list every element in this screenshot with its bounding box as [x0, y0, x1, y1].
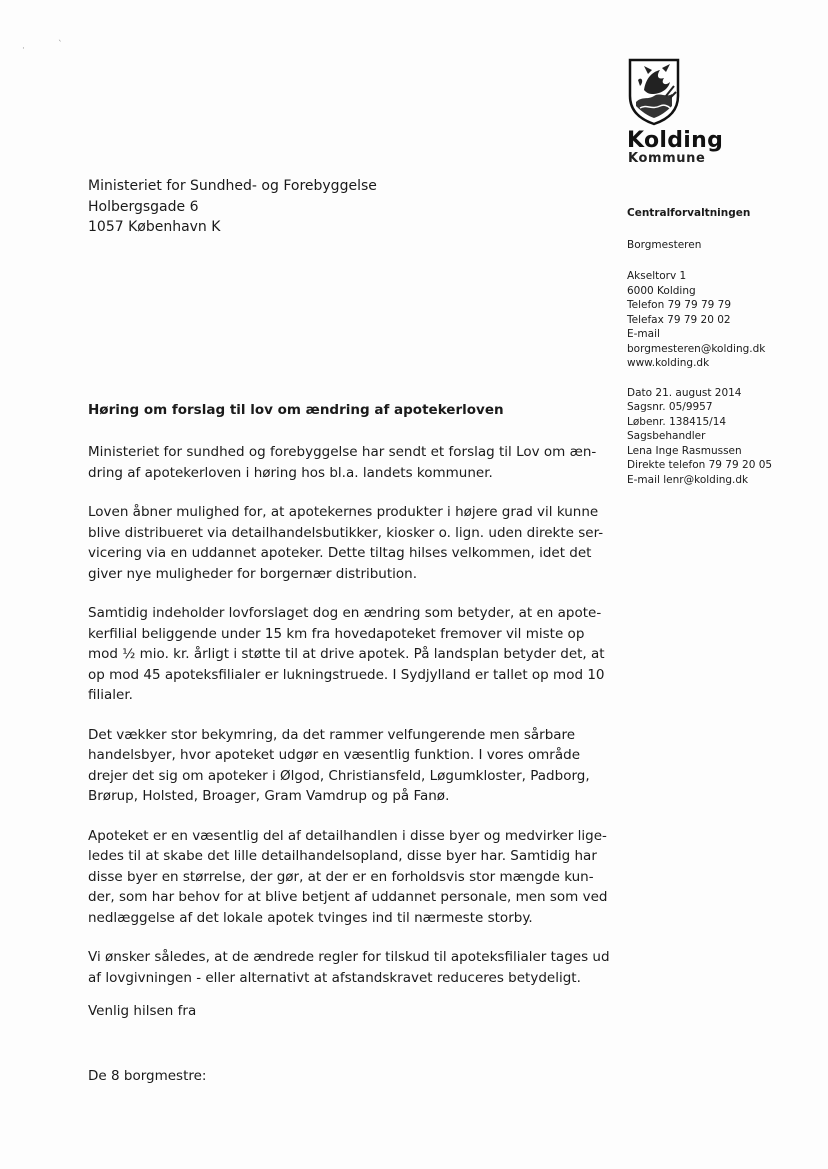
paragraph — [88, 442, 618, 483]
contact-line: 6000 Kolding — [627, 284, 696, 297]
letter-body — [88, 442, 618, 1007]
contact-line: Telefax 79 79 20 02 — [627, 313, 731, 326]
text-line: dring af apotekerloven i høring hos bl.a. landets kommuner. — [88, 464, 493, 481]
paragraph — [88, 725, 618, 807]
sidebar-contact — [627, 269, 817, 371]
case-line: Sagsbehandler — [627, 430, 706, 442]
text-line: ledes til at skabe det lille detailhandelsopland, disse byer har. Samtidig har — [88, 848, 597, 864]
paragraph — [88, 826, 618, 929]
case-line: Sagsnr. 05/9957 — [627, 401, 713, 413]
text-line: drejer det sig om apoteker i Ølgod, Christiansfeld, Løgumkloster, Padborg, — [88, 767, 590, 784]
case-line: Lena Inge Rasmussen — [627, 444, 742, 457]
letter-subject: Høring om forslag til lov om ændring af apotekerloven — [88, 402, 504, 418]
recipient-line: Holbergsgade 6 — [88, 198, 199, 215]
contact-line: Telefon 79 79 79 79 — [627, 299, 732, 311]
text-line: Vi ønsker således, at de ændrede regler for tilskud til apoteksfilialer tages ud — [88, 949, 610, 965]
text-line: der, som har behov for at blive betjent af uddannet personale, men som ved — [88, 889, 608, 905]
text-line: filialer. — [88, 687, 133, 703]
case-line: Dato 21. august 2014 — [627, 386, 742, 399]
text-line: op mod 45 apoteksfilialer er lukningstruede. I Sydjylland er tallet op mod 10 — [88, 666, 605, 683]
text-line: giver nye muligheder for borgernær distribution. — [88, 565, 418, 582]
paragraph — [88, 502, 618, 584]
text-line: disse byer en størrelse, der gør, at der er en forholdsvis stor mængde kun- — [88, 868, 594, 885]
text-line: handelsbyer, hvor apoteket udgør en væsentlig funktion. I vores område — [88, 747, 580, 763]
sender-sidebar — [627, 206, 817, 502]
text-line: kerfilial beliggende under 15 km fra hovedapoteket fremover vil miste op — [88, 625, 585, 642]
text-line: blive distribueret via detailhandelsbutikker, kiosker o. lign. uden direkte ser- — [88, 524, 604, 541]
scan-speck: · — [22, 44, 25, 54]
sidebar-role: Borgmesteren — [627, 238, 702, 251]
text-line: Loven åbner mulighed for, at apotekernes produkter i højere grad vil kunne — [88, 504, 599, 520]
contact-line: Akseltorv 1 — [627, 270, 687, 282]
kolding-coat-of-arms-icon — [626, 56, 682, 126]
contact-website[interactable]: www.kolding.dk — [627, 357, 710, 369]
paragraph — [88, 603, 618, 706]
text-line: mod ½ mio. kr. årligt i støtte til at drive apotek. På landsplan betyder det, at — [88, 646, 605, 662]
text-line: nedlæggelse af det lokale apotek tvinges ind til nærmeste storby. — [88, 909, 533, 926]
text-line: Samtidig indeholder lovforslaget dog en ændring som betyder, at en apote- — [88, 605, 602, 621]
scan-speck: ˋ — [58, 40, 63, 50]
contact-email[interactable]: borgmesteren@kolding.dk — [627, 342, 766, 355]
contact-line: E-mail — [627, 328, 660, 340]
text-line: af lovgivningen - eller alternativt at afstandskravet reduceres betydeligt. — [88, 969, 581, 986]
case-line: Løbenr. 138415/14 — [627, 415, 727, 428]
logo-subtitle: Kommune — [628, 151, 706, 166]
text-line: vicering via en uddannet apoteker. Dette tiltag hilses velkommen, idet det — [88, 545, 592, 561]
recipient-address — [88, 176, 377, 238]
logo-name: Kolding — [627, 128, 724, 153]
letter-signers: De 8 borgmestre: — [88, 1068, 207, 1084]
case-email[interactable]: E-mail lenr@kolding.dk — [627, 473, 749, 486]
recipient-line: 1057 København K — [88, 219, 221, 235]
text-line: Ministeriet for sundhed og forebyggelse har sendt et forslag til Lov om æn- — [88, 444, 597, 460]
recipient-line: Ministeriet for Sundhed- og Forebyggelse — [88, 178, 377, 194]
paragraph — [88, 947, 618, 988]
sidebar-case-info — [627, 386, 817, 488]
text-line: Apoteket er en væsentlig del af detailhandlen i disse byer og medvirker lige- — [88, 827, 607, 844]
letter-closing: Venlig hilsen fra — [88, 1003, 197, 1019]
case-line: Direkte telefon 79 79 20 05 — [627, 459, 773, 471]
sidebar-department: Centralforvaltningen — [627, 207, 751, 219]
text-line: Brørup, Holsted, Broager, Gram Vamdrup og på Fanø. — [88, 788, 450, 804]
text-line: Det vækker stor bekymring, da det rammer velfungerende men sårbare — [88, 726, 576, 743]
